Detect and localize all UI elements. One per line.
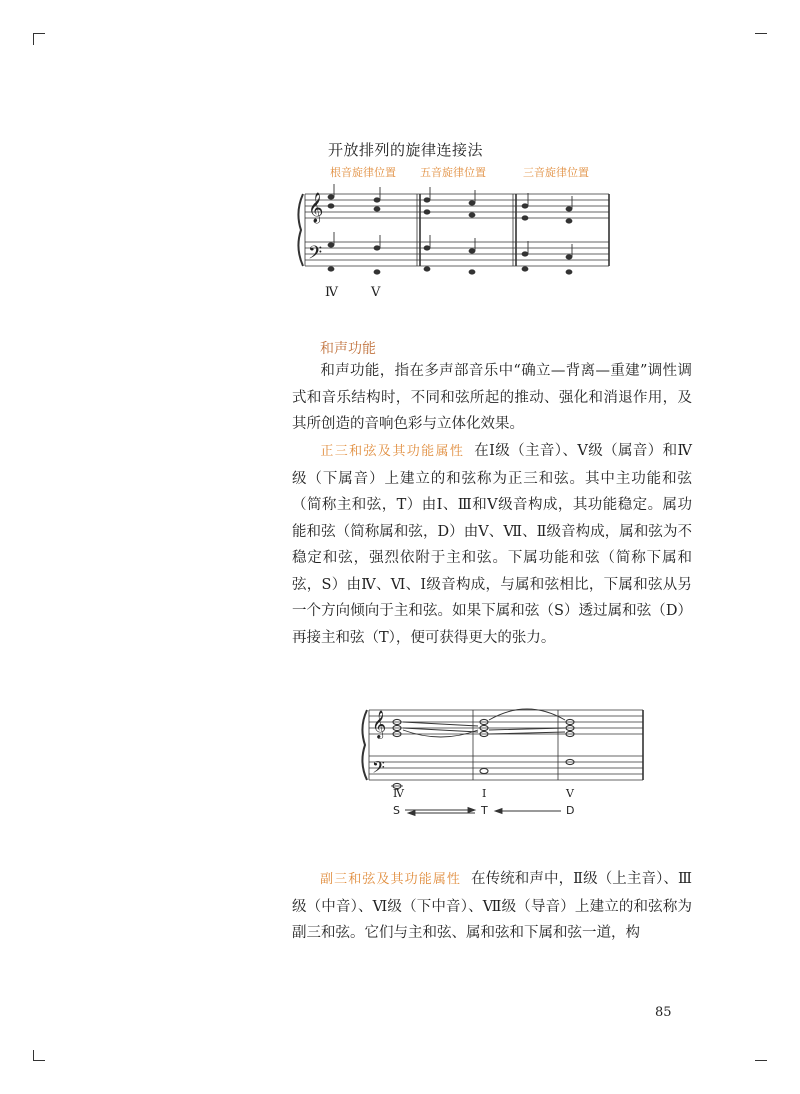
secondary-triads-text: 在传统和声中，Ⅱ级（上主音）、Ⅲ级（中音）、Ⅵ级（下中音）、Ⅶ级（导音）上建立的和弦称为副三和弦。它们与主和弦、属和弦和下属和弦一道，构 [292, 871, 692, 941]
section-heading: 和声功能 [320, 341, 376, 357]
function-label: S [393, 804, 400, 817]
crop-mark [33, 33, 34, 45]
score-function-progression [355, 700, 655, 825]
secondary-triads-paragraph [292, 866, 692, 947]
primary-triads-text: 在Ⅰ级（主音）、Ⅴ级（属音）和Ⅳ级（下属音）上建立的和弦称为正三和弦。其中主功能和弦（简称主和弦，T）由Ⅰ、Ⅲ和Ⅴ级音构成，其功能稳定。属功能和弦（简称属和弦，D）由Ⅴ、Ⅶ、Ⅱ级音构成，属和弦为不稳定和弦，强烈依附于主和弦。下属功能和弦（简称下属和弦，S）由Ⅳ、Ⅵ、Ⅰ级音构成，与属和弦相比，下属和弦从另一个方向倾向于主和弦。如果下属和弦（S）透过属和弦（D）再接主和弦（T），便可获得更大的张力。 [292, 443, 692, 646]
intro-paragraph [292, 358, 692, 438]
primary-triads-paragraph [292, 438, 692, 651]
secondary-triads-title: 副三和弦及其功能属性 [320, 872, 462, 887]
svg-text:𝄢: 𝄢 [372, 757, 385, 781]
svg-text:𝄞: 𝄞 [372, 710, 387, 738]
roman-numeral: Ⅰ [482, 787, 487, 800]
svg-text:𝄢: 𝄢 [308, 243, 323, 268]
crop-mark [755, 33, 767, 34]
svg-text:𝄞: 𝄞 [308, 193, 324, 223]
crop-mark [755, 1060, 767, 1061]
function-label: D [566, 804, 575, 817]
primary-triads-title: 正三和弦及其功能属性 [320, 444, 465, 459]
crop-mark [33, 33, 45, 34]
score-open-position [295, 182, 615, 312]
figure-caption: 开放排列的旋律连接法 [328, 141, 484, 159]
score-label-fifth: 五音旋律位置 [420, 166, 486, 179]
crop-mark [33, 1050, 34, 1060]
function-label: T [481, 804, 488, 817]
roman-numeral: Ⅴ [566, 787, 574, 800]
score-label-root: 根音旋律位置 [330, 166, 396, 179]
intro-text: 和声功能，指在多声部音乐中“确立—背离—重建”调性调式和音乐结构时，不同和弦所起的推动、强化和消退作用，及其所创造的音响色彩与立体化效果。 [292, 363, 692, 432]
score-label-third: 三音旋律位置 [523, 166, 589, 179]
crop-mark [33, 1060, 45, 1061]
roman-numeral: Ⅳ [393, 787, 404, 800]
page-number: 85 [655, 1005, 672, 1020]
roman-numeral: Ⅳ [325, 285, 338, 300]
roman-numeral: Ⅴ [371, 285, 381, 300]
